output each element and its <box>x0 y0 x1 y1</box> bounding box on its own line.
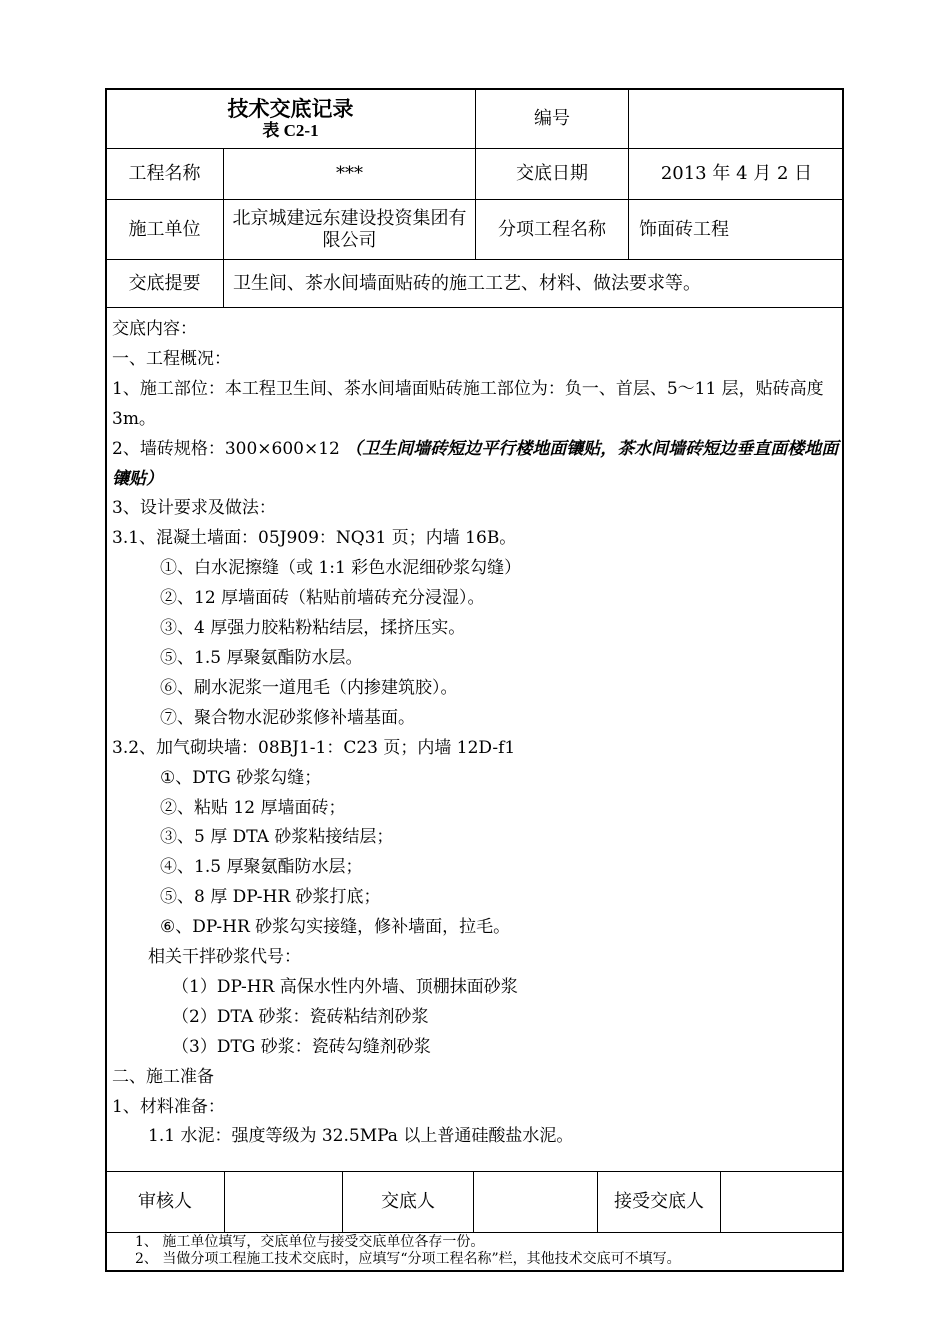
content-line: ②、粘贴 12 厚墙面砖； <box>160 797 346 818</box>
date-value: 2013 年 4 月 2 日 <box>660 163 813 184</box>
number-value <box>629 89 844 148</box>
document-title-cell <box>106 89 475 148</box>
project-name-value: *** <box>336 163 363 184</box>
subproject-value: 饰面砖工程 <box>639 218 729 240</box>
content-line: 1、材料准备： <box>112 1096 225 1117</box>
subproject-label: 分项工程名称 <box>498 218 606 240</box>
content-line: （3）DTG 砂浆：瓷砖勾缝剂砂浆 <box>172 1036 431 1057</box>
briefing-content <box>112 315 840 1152</box>
reviewer-signature <box>225 1172 342 1232</box>
content-line: ⑦、聚合物水泥砂浆修补墙基面。 <box>160 707 415 728</box>
content-line: ③、5 厚 DTA 砂浆粘接结层； <box>160 827 394 848</box>
content-line: 3.2、加气砌块墙：08BJ1-1：C23 页；内墙 12D-f1 <box>112 737 516 758</box>
summary-label: 交底提要 <box>128 272 201 294</box>
footnote: 1、 施工单位填写，交底单位与接受交底单位各存一份。 <box>135 1234 485 1250</box>
presenter-signature <box>474 1172 597 1232</box>
content-line: ⑤、8 厚 DP-HR 砂浆打底； <box>160 887 381 908</box>
contractor-label: 施工单位 <box>128 218 201 240</box>
tile-spec-text: 2、墙砖规格：300×600×12 <box>112 438 346 459</box>
project-name-label: 工程名称 <box>128 163 201 184</box>
content-line: ⑥、DP-HR 砂浆勾实接缝，修补墙面，拉毛。 <box>160 917 511 938</box>
content-line: 1.1 水泥：强度等级为 32.5MPa 以上普通硅酸盐水泥。 <box>148 1126 574 1147</box>
footnote: 2、 当做分项工程施工技术交底时，应填写“分项工程名称”栏，其他技术交底可不填写。 <box>135 1251 681 1267</box>
content-line: ②、12 厚墙面砖（粘贴前墙砖充分浸湿）。 <box>160 588 485 609</box>
row-divider <box>106 307 844 308</box>
content-line: ①、DTG 砂浆勾缝； <box>160 767 322 788</box>
content-heading: 交底内容： <box>112 319 197 339</box>
content-line: ⑤、1.5 厚聚氨酯防水层。 <box>160 647 363 668</box>
receiver-label: 接受交底人 <box>614 1191 704 1212</box>
form-code: 表 C2-1 <box>262 120 319 140</box>
contractor-value: 北京城建远东建设投资集团有限公司 <box>232 207 467 251</box>
content-line: （2）DTA 砂浆：瓷砖粘结剂砂浆 <box>172 1006 429 1027</box>
date-label: 交底日期 <box>516 163 588 184</box>
content-line: 相关干拌砂浆代号： <box>148 947 301 968</box>
summary-value: 卫生间、茶水间墙面贴砖的施工工艺、材料、做法要求等。 <box>233 272 701 294</box>
document-title: 技术交底记录 <box>227 96 354 121</box>
content-line: 3.1、混凝土墙面：05J909：NQ31 页；内墙 16B。 <box>112 528 517 549</box>
tile-spec-note: （卫生间墙砖短边平行楼地面镶贴，茶水间墙砖短边垂直面楼地面镶贴） <box>112 438 839 489</box>
content-line: 3、设计要求及做法： <box>112 498 276 519</box>
reviewer-label: 审核人 <box>138 1191 192 1212</box>
row-divider <box>106 1232 844 1233</box>
content-line <box>112 435 840 495</box>
content-line: ⑥、刷水泥浆一道甩毛（内掺建筑胶）。 <box>160 677 458 698</box>
content-line: （1）DP-HR 高保水性内外墙、顶棚抹面砂浆 <box>172 976 518 997</box>
content-line: ④、1.5 厚聚氨酯防水层； <box>160 857 363 878</box>
content-line: ③、4 厚强力胶粘粉粘结层，揉挤压实。 <box>160 618 466 639</box>
content-line: ①、白水泥擦缝（或 1:1 彩色水泥细砂浆勾缝） <box>160 558 522 579</box>
number-label: 编号 <box>534 107 570 129</box>
section-heading: 二、施工准备 <box>112 1066 214 1087</box>
presenter-label: 交底人 <box>381 1191 435 1212</box>
footnotes <box>135 1234 681 1268</box>
section-heading: 一、工程概况： <box>112 348 231 369</box>
content-line: 1、施工部位：本工程卫生间、茶水间墙面贴砖施工部位为：负一、首层、5～11 层，贴砖高度 3m。 <box>112 378 824 429</box>
receiver-signature <box>721 1172 844 1232</box>
